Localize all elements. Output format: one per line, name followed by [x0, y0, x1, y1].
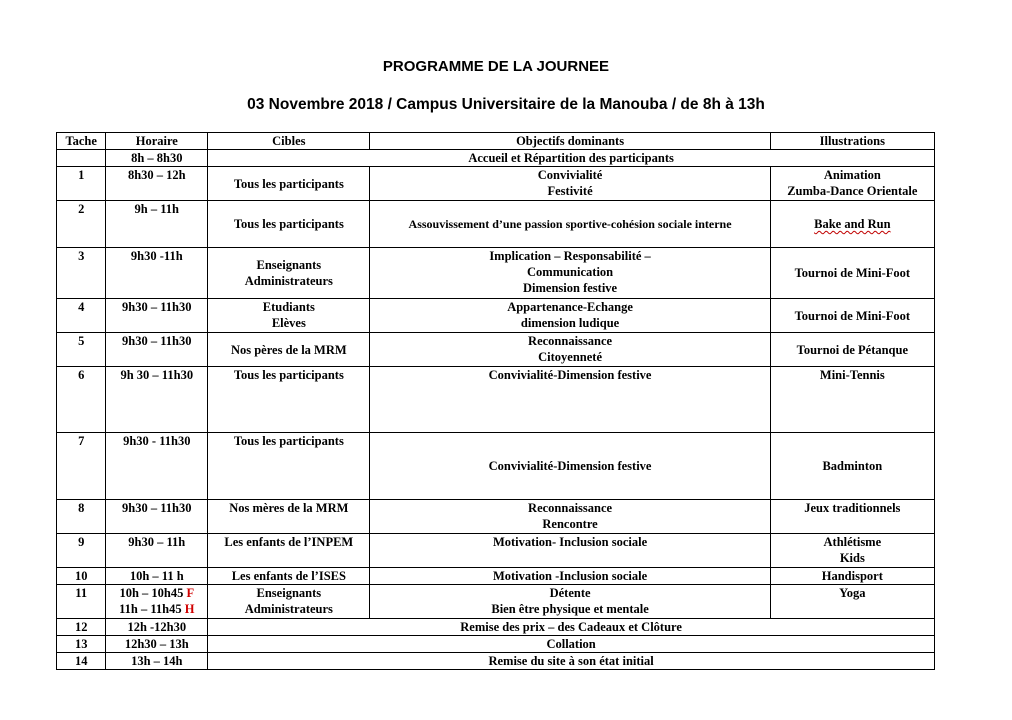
cell-tache: 13: [57, 636, 106, 653]
cell-horaire: 9h30 – 11h30: [106, 299, 208, 333]
gender-mark-f: F: [186, 586, 195, 600]
cell-illustrations: Bake and Run: [770, 201, 934, 248]
cell-tache: 4: [57, 299, 106, 333]
table-header-row: [57, 133, 935, 150]
table-row: [57, 636, 935, 653]
cell-cibles: Enseignants Administrateurs: [208, 585, 370, 619]
table-row: [57, 150, 935, 167]
cell-horaire: 9h – 11h: [106, 201, 208, 248]
cell-horaire: 9h30 – 11h30: [106, 333, 208, 367]
cell-horaire: 8h30 – 12h: [106, 167, 208, 201]
cell-tache: 1: [57, 167, 106, 201]
cell-cibles: Nos mères de la MRM: [208, 500, 370, 534]
cell-illustrations: Jeux traditionnels: [770, 500, 934, 534]
table-row: [57, 167, 935, 201]
cell-tache: 8: [57, 500, 106, 534]
cell-horaire: 13h – 14h: [106, 653, 208, 670]
table-row: [57, 534, 935, 568]
cell-cibles: Tous les participants: [208, 367, 370, 433]
cell-illustrations: Tournoi de Pétanque: [770, 333, 934, 367]
cell-objectifs: Convivialité-Dimension festive: [370, 367, 770, 433]
cell-illustrations: Athlétisme Kids: [770, 534, 934, 568]
cell-horaire: 9h 30 – 11h30: [106, 367, 208, 433]
cell-tache: [57, 150, 106, 167]
cell-tache: 6: [57, 367, 106, 433]
table-row: [57, 433, 935, 500]
cell-objectifs: Convivialité-Dimension festive: [370, 433, 770, 500]
cell-cibles: Tous les participants: [208, 433, 370, 500]
cell-tache: 12: [57, 619, 106, 636]
cell-horaire: 8h – 8h30: [106, 150, 208, 167]
table-row: [57, 367, 935, 433]
header-horaire: Horaire: [106, 133, 208, 150]
cell-cibles: Tous les participants: [208, 167, 370, 201]
table-row: [57, 333, 935, 367]
cell-tache: 10: [57, 568, 106, 585]
cell-tache: 7: [57, 433, 106, 500]
cell-tache: 3: [57, 248, 106, 299]
cell-horaire: 9h30 - 11h30: [106, 433, 208, 500]
table-row: [57, 201, 935, 248]
cell-illustrations: Yoga: [770, 585, 934, 619]
cell-objectifs: Appartenance-Echange dimension ludique: [370, 299, 770, 333]
cell-objectifs: Convivialité Festivité: [370, 167, 770, 201]
cell-objectifs: Motivation -Inclusion sociale: [370, 568, 770, 585]
cell-tache: 5: [57, 333, 106, 367]
cell-objectifs: Détente Bien être physique et mentale: [370, 585, 770, 619]
cell-cibles: Tous les participants: [208, 201, 370, 248]
cell-objectifs: Motivation- Inclusion sociale: [370, 534, 770, 568]
cell-cibles: Les enfants de l’INPEM: [208, 534, 370, 568]
cell-merged: Remise des prix – des Cadeaux et Clôture: [208, 619, 935, 636]
cell-horaire: 9h30 – 11h30: [106, 500, 208, 534]
cell-horaire: 10h – 10h45 F 11h – 11h45 H: [106, 585, 208, 619]
gender-mark-h: H: [184, 602, 195, 616]
cell-merged: Remise du site à son état initial: [208, 653, 935, 670]
table-row: [57, 500, 935, 534]
cell-horaire: 12h -12h30: [106, 619, 208, 636]
header-objectifs: Objectifs dominants: [370, 133, 770, 150]
page-subtitle: 03 Novembre 2018 / Campus Universitaire de la Manouba / de 8h à 13h: [247, 96, 765, 113]
cell-horaire: 9h30 -11h: [106, 248, 208, 299]
table-row: [57, 568, 935, 585]
cell-objectifs: Reconnaissance Rencontre: [370, 500, 770, 534]
page-title: PROGRAMME DE LA JOURNEE: [382, 58, 610, 75]
cell-illustrations: Mini-Tennis: [770, 367, 934, 433]
cell-illustrations: Tournoi de Mini-Foot: [770, 248, 934, 299]
cell-cibles: Les enfants de l’ISES: [208, 568, 370, 585]
cell-tache: 2: [57, 201, 106, 248]
table-row: [57, 585, 935, 619]
cell-tache: 9: [57, 534, 106, 568]
cell-horaire: 10h – 11 h: [106, 568, 208, 585]
cell-merged: Accueil et Répartition des participants: [208, 150, 935, 167]
table-row: [57, 299, 935, 333]
table-row: [57, 619, 935, 636]
header-illustrations: Illustrations: [770, 133, 934, 150]
cell-cibles: Nos pères de la MRM: [208, 333, 370, 367]
cell-illustrations: Tournoi de Mini-Foot: [770, 299, 934, 333]
header-cibles: Cibles: [208, 133, 370, 150]
cell-merged: Collation: [208, 636, 935, 653]
cell-tache: 14: [57, 653, 106, 670]
cell-illustrations: Handisport: [770, 568, 934, 585]
cell-objectifs: Reconnaissance Citoyenneté: [370, 333, 770, 367]
cell-illustrations: Badminton: [770, 433, 934, 500]
cell-illustrations: Animation Zumba-Dance Orientale: [770, 167, 934, 201]
cell-objectifs: Assouvissement d’une passion sportive-cohésion sociale interne: [370, 201, 770, 248]
cell-cibles: Etudiants Elèves: [208, 299, 370, 333]
cell-horaire: 12h30 – 13h: [106, 636, 208, 653]
cell-horaire: 9h30 – 11h: [106, 534, 208, 568]
cell-tache: 11: [57, 585, 106, 619]
table-row: [57, 653, 935, 670]
program-table: [56, 132, 935, 670]
cell-objectifs: Implication – Responsabilité – Communication Dimension festive: [370, 248, 770, 299]
table-row: [57, 248, 935, 299]
header-tache: Tache: [57, 133, 106, 150]
cell-cibles: Enseignants Administrateurs: [208, 248, 370, 299]
